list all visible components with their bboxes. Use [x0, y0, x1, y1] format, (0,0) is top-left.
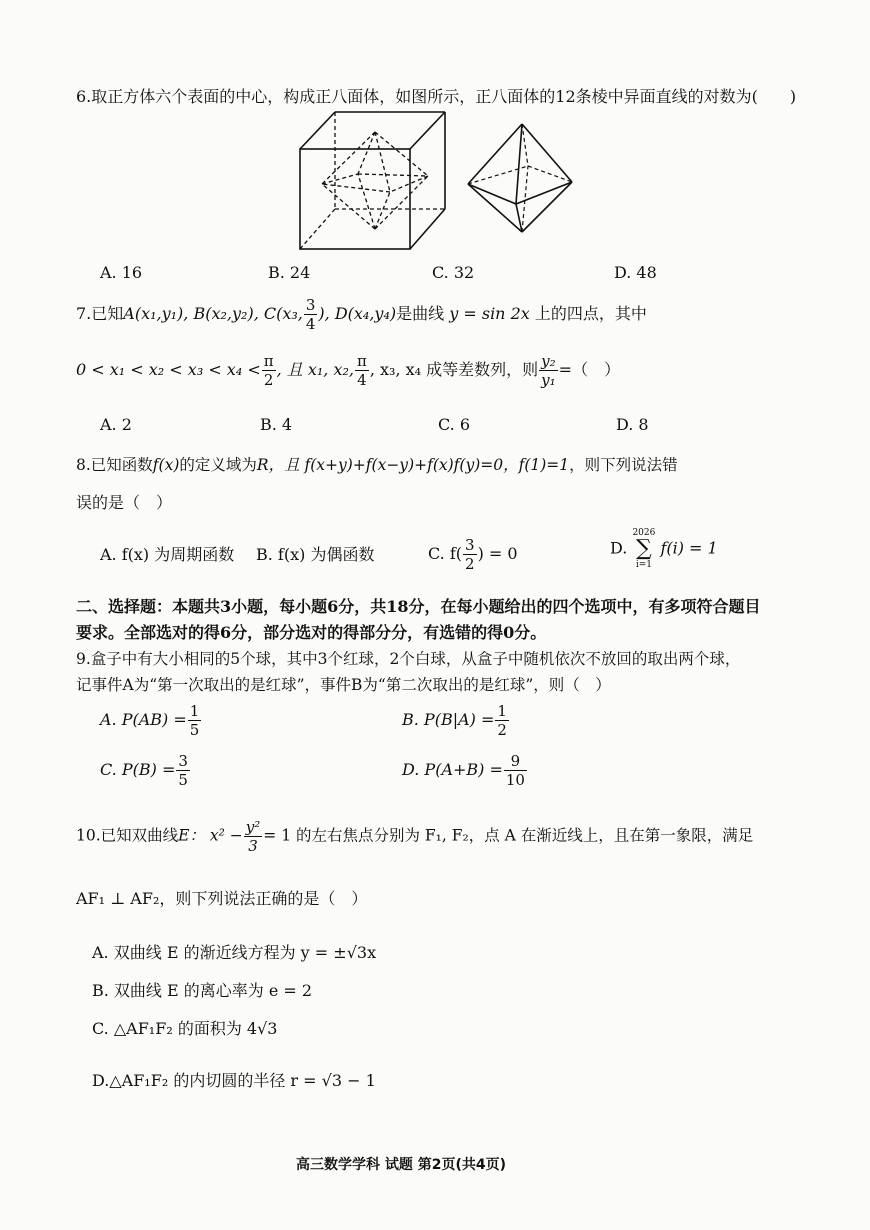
q8-option-b[interactable]: B. f(x) 为偶函数: [256, 545, 375, 564]
q10-option-b[interactable]: B. 双曲线 E 的离心率为 e = 2: [92, 981, 313, 1000]
section2-line1: 二、选择题：本题共3小题，每小题6分，共18分，在每小题给出的四个选项中，有多项符合题目: [76, 597, 761, 616]
octahedron: [468, 124, 572, 232]
q6-option-c[interactable]: C. 32: [432, 263, 475, 282]
q6-stem: 6.取正方体六个表面的中心，构成正八面体，如图所示，正八面体的12条棱中异面直线的对数为( ): [76, 87, 797, 106]
q9-line1: 9.盒子中有大小相同的5个球，其中3个红球，2个白球，从盒子中随机依次不放回的取出两个球，: [76, 650, 741, 668]
q9-option-a[interactable]: A. P(AB) = $\frac{1}{5}$: [100, 702, 200, 739]
summation-symbol: 2026 ∑ i=1: [632, 528, 656, 570]
q6-option-d[interactable]: D. 48: [614, 263, 657, 282]
q9-option-b[interactable]: B. P(B|A) = $\frac{1}{2}$: [402, 702, 507, 739]
q7-option-a[interactable]: A. 2: [100, 415, 132, 434]
q6-option-b[interactable]: B. 24: [268, 263, 311, 282]
q6-figure: [290, 104, 590, 254]
q7-line2: 0 < x₁ < x₂ < x₃ < x₄ < $\frac{\pi}{2}$ , 且 x₁, x₂, $\frac{\pi}{4}$ , x₃, x₄ 成等差数列，则 $\frac{\text{y₂}}{\text{y₁}}$ =（ ）: [76, 352, 621, 389]
q6-option-a[interactable]: A. 16: [100, 263, 143, 282]
cube-front-face: [300, 149, 410, 249]
q8-line2: 误的是（ ）: [76, 493, 173, 512]
q10-option-c[interactable]: C. △AF₁F₂ 的面积为 4√3: [92, 1019, 278, 1038]
q7-option-d[interactable]: D. 8: [616, 415, 649, 434]
q8-option-d[interactable]: D. 2026 ∑ i=1 f(i) = 1: [610, 528, 718, 570]
q8-line1: 8.已知函数f(x)的定义域为R，且 f(x+y)+f(x−y)+f(x)f(y)=0，f(1)=1，则下列说法错: [76, 456, 678, 474]
q9-option-c[interactable]: C. P(B) = $\frac{3}{5}$: [100, 752, 188, 789]
q7-option-b[interactable]: B. 4: [260, 415, 293, 434]
q9-option-d[interactable]: D. P(A+B) = $\frac{9}{10}$: [402, 752, 525, 789]
q10-line1: 10.已知双曲线E： x² − $\frac{\text{y²}}{3}$ = 1 的左右焦点分别为 F₁, F₂，点 A 在渐近线上，且在第一象限，满足: [76, 818, 754, 855]
q10-option-d[interactable]: D.△AF₁F₂ 的内切圆的半径 r = √3 − 1: [92, 1071, 376, 1090]
q10-line2: AF₁ ⊥ AF₂，则下列说法正确的是（ ）: [76, 889, 368, 908]
q8-option-a[interactable]: A. f(x) 为周期函数: [100, 545, 235, 564]
q9-line2: 记事件A为“第一次取出的是红球”，事件B为“第二次取出的是红球”，则（ ）: [76, 676, 611, 694]
q10-option-a[interactable]: A. 双曲线 E 的渐近线方程为 y = ±√3x: [92, 943, 377, 962]
page-footer: 高三数学学科 试题 第2页(共4页): [296, 1157, 507, 1173]
q7-line1: 7.已知A(x₁,y₁), B(x₂,y₂), C(x₃, $\frac{3}{4}$ ), D(x₄,y₄)是曲线 y = sin 2x 上的四点，其中: [76, 296, 647, 333]
q8-option-c[interactable]: C. f( $\frac{3}{2}$ ) = 0: [428, 536, 518, 573]
section2-line2: 要求。全部选对的得6分，部分选对的得部分分，有选错的得0分。: [76, 623, 547, 642]
q7-option-c[interactable]: C. 6: [438, 415, 471, 434]
